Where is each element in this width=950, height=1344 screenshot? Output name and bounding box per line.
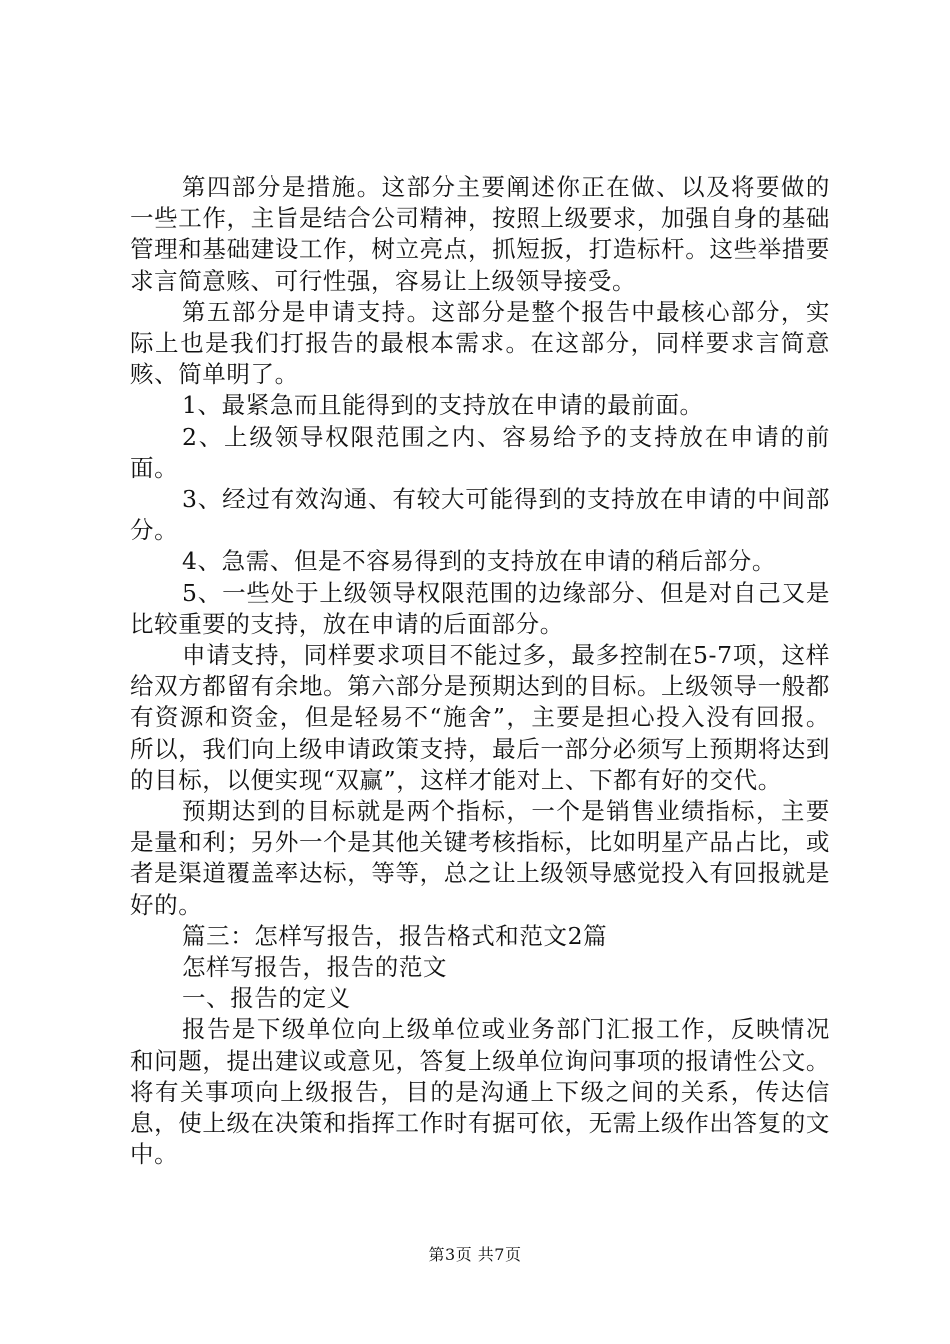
paragraph-indicators: 预期达到的目标就是两个指标，一个是销售业绩指标，主要是量和利；另外一个是其他关键考核指标，比如明星产品占比，或者是渠道覆盖率达标，等等，总之让上级领导感觉投入有回报就是好的。 (130, 797, 830, 919)
list-item-5: 5、一些处于上级领导权限范围的边缘部分、但是对自己又是比较重要的支持，放在申请的后面部分。 (130, 578, 830, 638)
subheading: 怎样写报告，报告的范文 (182, 953, 448, 982)
section-heading: 篇三：怎样写报告，报告格式和范文2篇 (182, 921, 608, 950)
list-item-1: 1、最紧急而且能得到的支持放在申请的最前面。 (182, 391, 704, 420)
page-number: 第3页 共7页 (428, 1245, 522, 1264)
list-item-2: 2、上级领导权限范围之内、容易给予的支持放在申请的前面。 (130, 422, 830, 482)
paragraph-goals: 申请支持，同样要求项目不能过多，最多控制在5-7项，这样给双方都留有余地。第六部分是预期达到的目标。上级领导一般都有资源和资金，但是轻易不“施舍”，主要是担心投入没有回报。所以，我们向上级申请政策支持，最后一部分必须写上预期将达到的目标，以便实现“双赢”，这样才能对上、下都有好的交代。 (130, 641, 830, 794)
list-item-4: 4、急需、但是不容易得到的支持放在申请的稍后部分。 (182, 547, 776, 576)
list-item-3: 3、经过有效沟通、有较大可能得到的支持放在申请的中间部分。 (130, 485, 830, 545)
paragraph-support: 第五部分是申请支持。这部分是整个报告中最核心部分，实际上也是我们打报告的最根本需求。在这部分，同样要求言简意赅、简单明了。 (130, 297, 830, 389)
paragraph-definition: 报告是下级单位向上级单位或业务部门汇报工作，反映情况和问题，提出建议或意见，答复上级单位询问事项的报请性公文。将有关事项向上级报告，目的是沟通上下级之间的关系，传达信息，使上级在决策和指挥工作时有据可依，无需上级作出答复的文中。 (130, 1015, 830, 1169)
document-body (130, 172, 830, 1171)
definition-heading: 一、报告的定义 (182, 984, 351, 1013)
paragraph-measures: 第四部分是措施。这部分主要阐述你正在做、以及将要做的一些工作，主旨是结合公司精神，按照上级要求，加强自身的基础管理和基础建设工作，树立亮点，抓短扳，打造标杆。这些举措要求言简意赅、可行性强，容易让上级领导接受。 (130, 173, 830, 295)
